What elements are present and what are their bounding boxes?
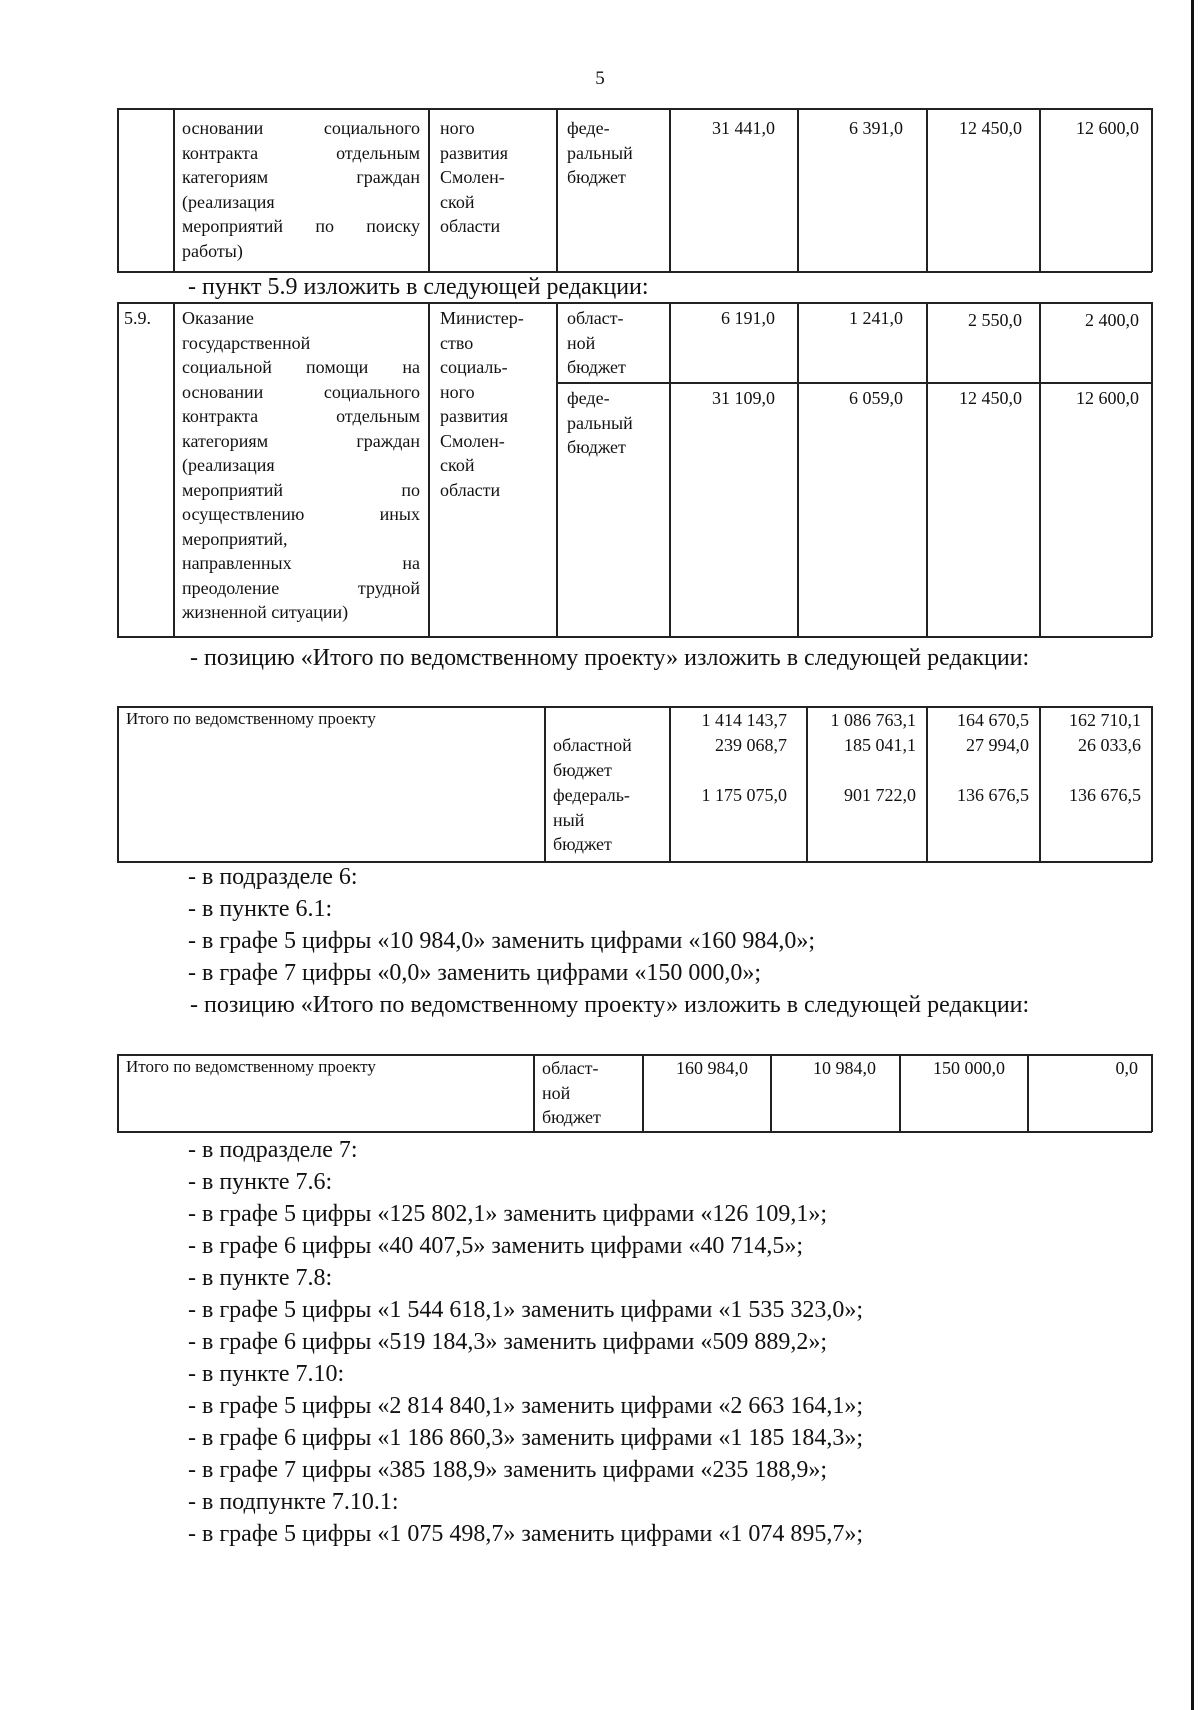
value-cell: 6 191,0 <box>721 308 775 328</box>
instruction-line: - в пункте 6.1: <box>188 896 333 922</box>
value-cell: 0,0 <box>1115 1058 1138 1078</box>
total-label: Итого по ведомственному проекту <box>126 1057 376 1076</box>
text-line: бюджет <box>567 167 626 187</box>
text-line: осуществлению иных <box>182 504 420 524</box>
text-line: феде- <box>567 118 610 138</box>
text-line: социаль- <box>440 357 508 377</box>
text-line: основании социального <box>182 381 420 402</box>
instruction-line: - в графе 5 цифры «10 984,0» заменить цифрами «160 984,0»; <box>188 928 816 954</box>
instruction-line: - в пункте 7.8: <box>188 1265 333 1291</box>
text-line: бюджет <box>553 759 612 780</box>
text-line: Министер- <box>440 308 524 328</box>
text-line: (реализация <box>182 191 275 212</box>
text-line: ного <box>440 118 475 138</box>
value-cell: 10 984,0 <box>813 1058 876 1078</box>
text-line: преодоление трудной <box>182 577 420 598</box>
text-line: ный <box>553 809 585 830</box>
text-line: бюджет <box>553 834 612 854</box>
instruction-line: - в пункте 7.10: <box>188 1361 345 1387</box>
instruction-total-2: - позицию «Итого по ведомственному проекту» изложить в следующей редакции: <box>190 992 1030 1018</box>
text-line: работы) <box>182 240 243 261</box>
text-line: жизненной ситуации) <box>182 602 349 622</box>
value-cell: 2 550,0 <box>968 310 1022 330</box>
instruction-line: - в графе 5 цифры «1 075 498,7» заменить цифрами «1 074 895,7»; <box>188 1521 864 1547</box>
value-cell: 12 450,0 <box>959 118 1022 138</box>
text-line: социальной помощи на <box>182 357 420 377</box>
text-line: ной <box>567 332 596 353</box>
text-line: направленных на <box>182 553 420 573</box>
text-line: бюджет <box>567 437 626 457</box>
instruction-line: - в графе 5 цифры «125 802,1» заменить цифрами «126 109,1»; <box>188 1201 828 1227</box>
page-number: 5 <box>595 68 605 89</box>
value-cell: 239 068,7 <box>715 735 787 755</box>
text-line: (реализация <box>182 455 275 475</box>
instruction-line: - в графе 6 цифры «40 407,5» заменить цифрами «40 714,5»; <box>188 1233 804 1259</box>
text-line: федераль- <box>553 785 630 805</box>
instruction-line: - в графе 5 цифры «1 544 618,1» заменить цифрами «1 535 323,0»; <box>188 1297 864 1323</box>
text-line: Смолен- <box>440 430 505 451</box>
text-line: ской <box>440 455 475 475</box>
value-cell: 12 450,0 <box>959 388 1022 408</box>
text-line: области <box>440 216 501 236</box>
value-cell: 31 109,0 <box>712 388 775 408</box>
value-cell: 6 391,0 <box>849 118 903 138</box>
text-line: мероприятий по <box>182 479 420 500</box>
value-cell: 1 241,0 <box>849 308 903 328</box>
text-line: категориям граждан <box>182 167 420 187</box>
source-cell <box>542 1056 640 1130</box>
total-value: 162 710,1 <box>1069 710 1141 730</box>
value-cell: 12 600,0 <box>1076 118 1139 138</box>
instruction-line: - в графе 7 цифры «0,0» заменить цифрами «150 000,0»; <box>188 960 762 986</box>
row-number: 5.9. <box>124 308 151 328</box>
text-line: развития <box>440 406 509 426</box>
instruction-line: - в графе 5 цифры «2 814 840,1» заменить цифрами «2 663 164,1»; <box>188 1393 864 1419</box>
value-cell: 901 722,0 <box>844 785 916 805</box>
text-line: контракта отдельным <box>182 406 420 426</box>
instruction-line: - в подпункте 7.10.1: <box>188 1489 399 1515</box>
text-line: област- <box>567 308 624 328</box>
text-line: ральный <box>567 142 633 163</box>
value-cell: 136 676,5 <box>1069 785 1141 805</box>
value-cell: 27 994,0 <box>966 735 1029 755</box>
value-cell: 26 033,6 <box>1078 735 1141 755</box>
instruction-5-9: - пункт 5.9 изложить в следующей редакции: <box>188 274 649 300</box>
text-line: Смолен- <box>440 167 505 187</box>
total-value: 1 414 143,7 <box>701 710 787 730</box>
text-line: ной <box>542 1082 571 1103</box>
value-cell: 150 000,0 <box>933 1058 1005 1078</box>
instruction-line: - в пункте 7.6: <box>188 1169 333 1195</box>
text-line: государственной <box>182 332 311 353</box>
value-cell: 2 400,0 <box>1085 310 1139 330</box>
instruction-line: - в графе 7 цифры «385 188,9» заменить цифрами «235 188,9»; <box>188 1457 828 1483</box>
text-line: основании социального <box>182 118 420 138</box>
total-value: 1 086 763,1 <box>830 710 916 730</box>
text-line: развития <box>440 142 509 163</box>
text-line: ного <box>440 381 475 402</box>
instruction-line: - в графе 6 цифры «519 184,3» заменить цифрами «509 889,2»; <box>188 1329 828 1355</box>
text-line: мероприятий, <box>182 528 288 549</box>
text-line: области <box>440 479 501 500</box>
text-line: контракта отдельным <box>182 142 420 163</box>
value-cell: 136 676,5 <box>957 785 1029 805</box>
text-line: ской <box>440 191 475 212</box>
instruction-line: - в подразделе 7: <box>188 1137 358 1163</box>
text-line: ральный <box>567 412 633 433</box>
value-cell: 6 059,0 <box>849 388 903 408</box>
value-cell: 12 600,0 <box>1076 388 1139 408</box>
text-line: феде- <box>567 388 610 408</box>
value-cell: 185 041,1 <box>844 735 916 755</box>
text-line: категориям граждан <box>182 430 420 451</box>
total-label: Итого по ведомственному проекту <box>126 709 376 728</box>
text-line: област- <box>542 1058 599 1078</box>
value-cell: 31 441,0 <box>712 118 775 138</box>
instruction-total-1: - позицию «Итого по ведомственному проекту» изложить в следующей редакции: <box>190 645 1030 671</box>
value-cell: 1 175 075,0 <box>701 785 787 805</box>
text-line: Оказание <box>182 308 254 328</box>
text-line: бюджет <box>567 357 626 377</box>
value-cell: 160 984,0 <box>676 1058 748 1078</box>
instruction-line: - в графе 6 цифры «1 186 860,3» заменить цифрами «1 185 184,3»; <box>188 1425 864 1451</box>
text-line: мероприятий по поиску <box>182 216 420 236</box>
total-value: 164 670,5 <box>957 710 1029 730</box>
instruction-line: - в подразделе 6: <box>188 864 358 890</box>
text-line: бюджет <box>542 1107 601 1127</box>
text-line: ство <box>440 332 474 353</box>
text-line: областной <box>553 735 632 755</box>
